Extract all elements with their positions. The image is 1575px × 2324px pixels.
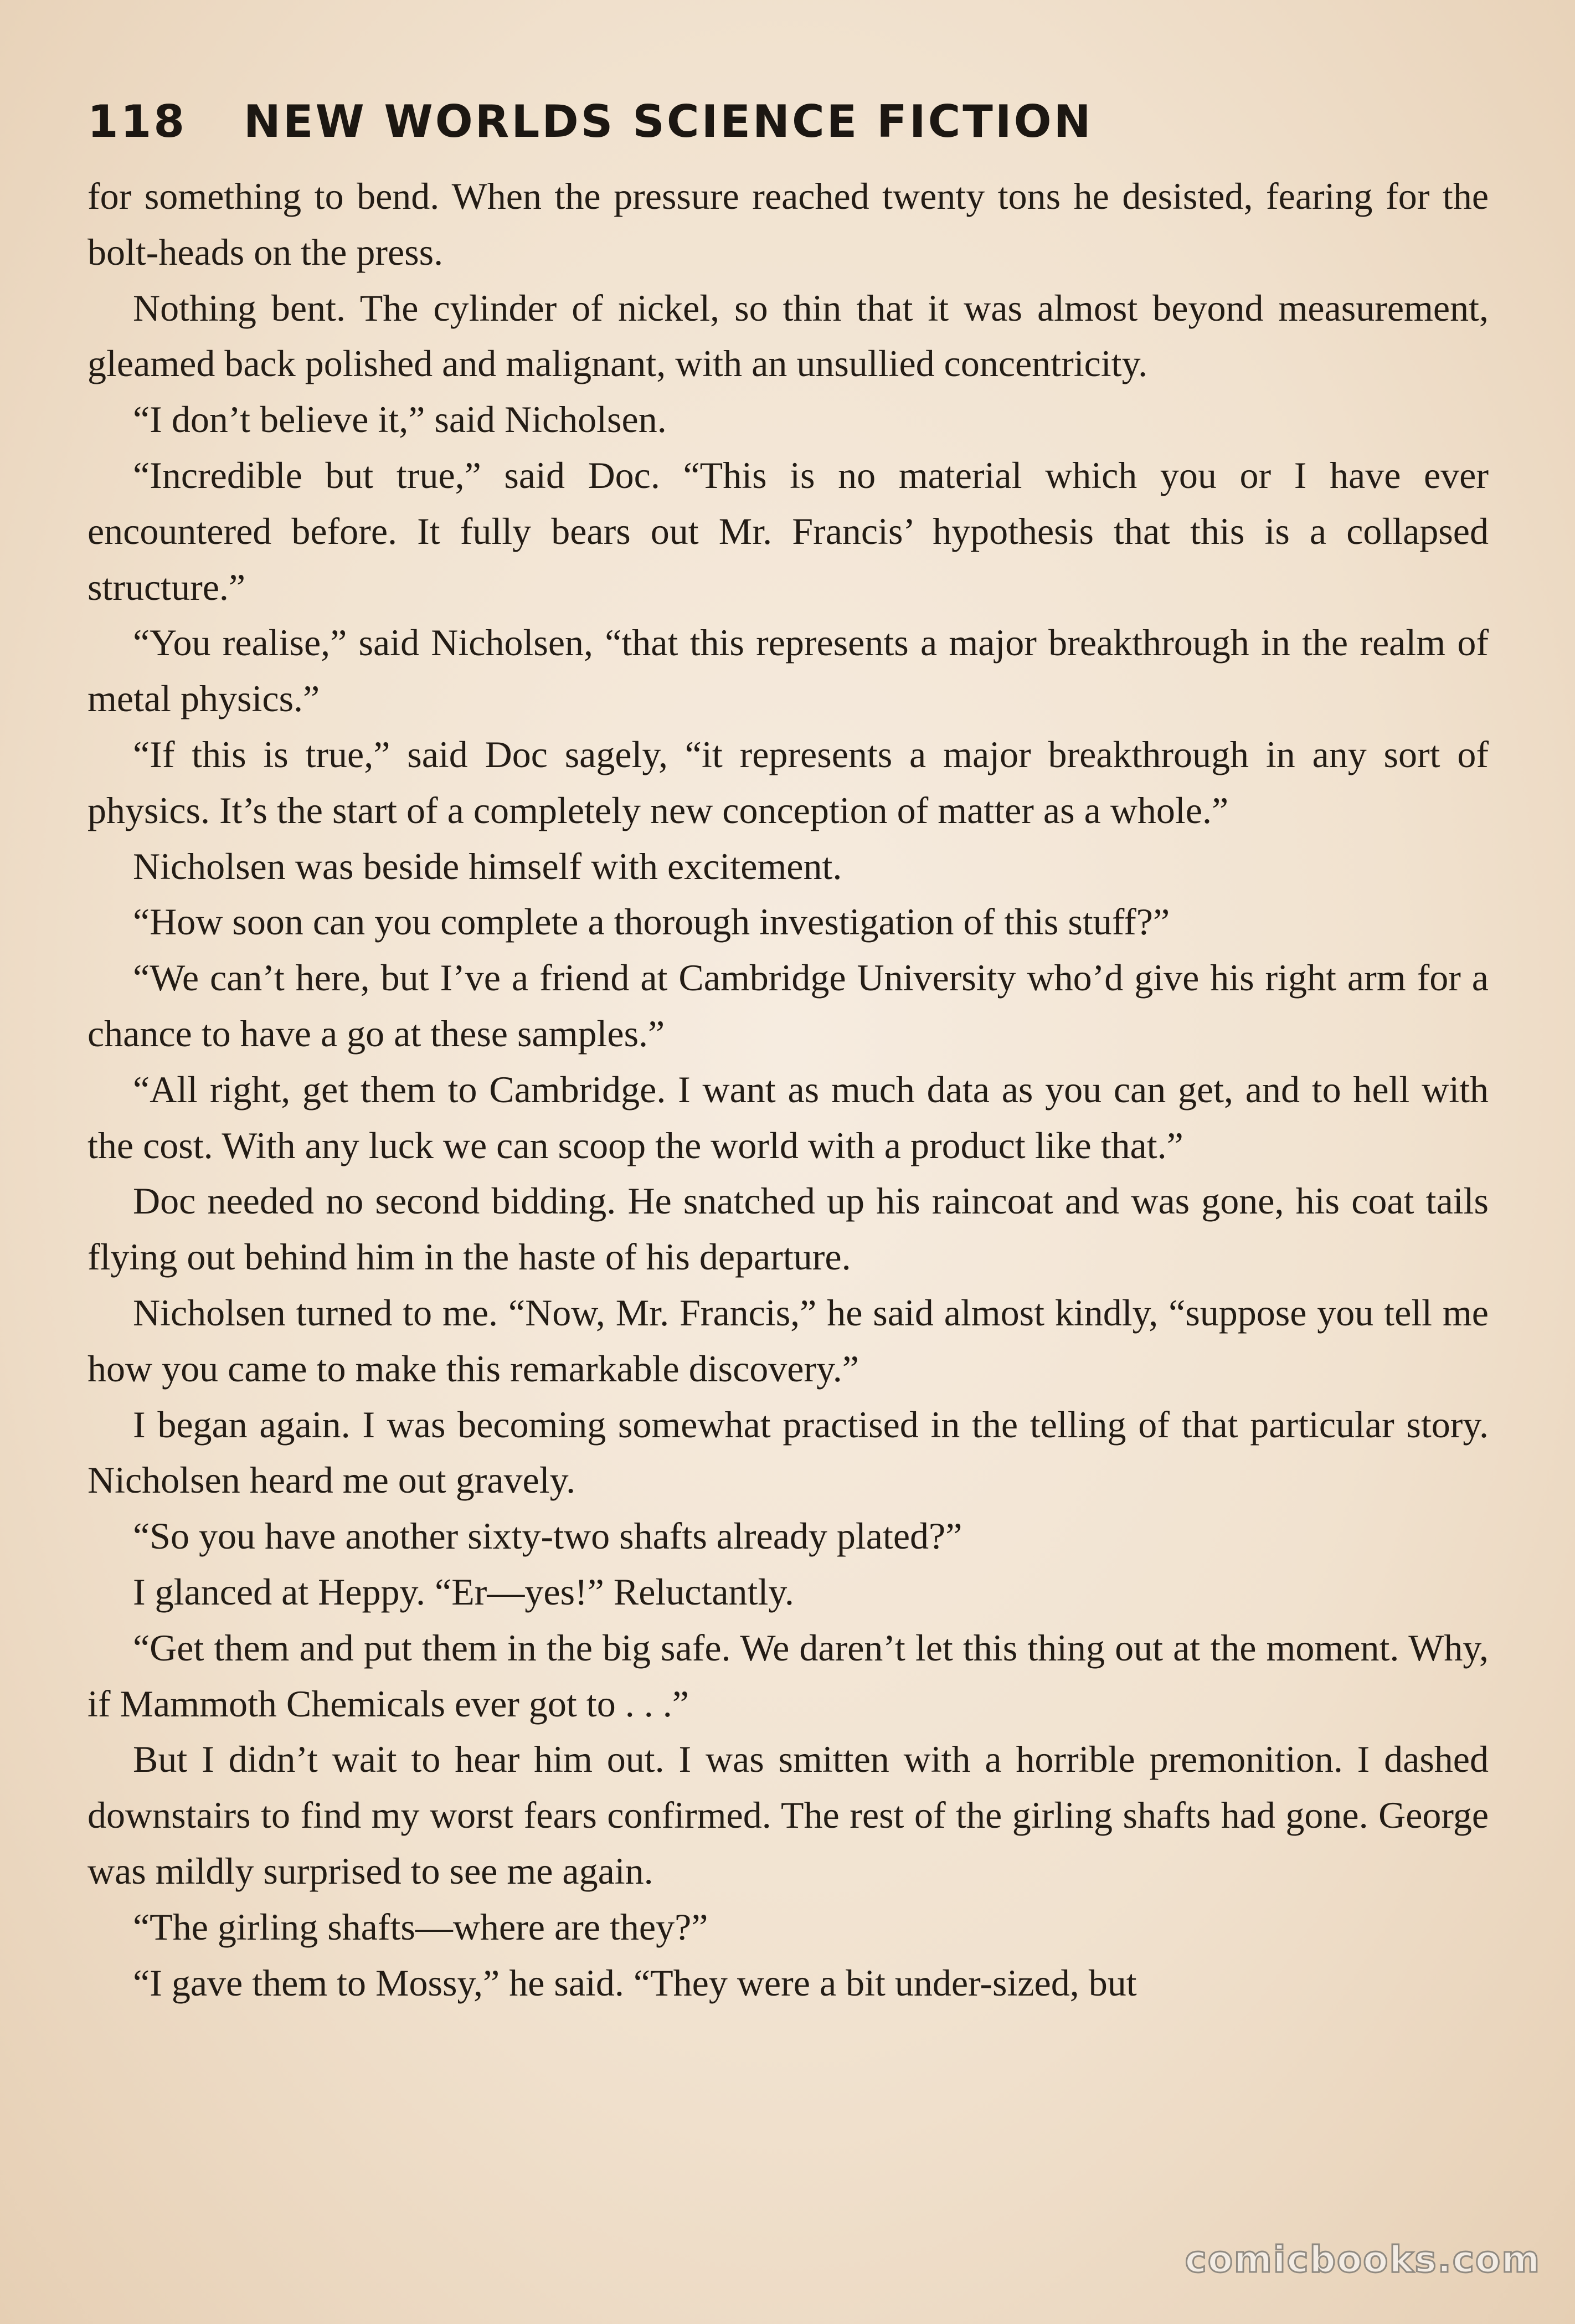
paragraph: But I didn’t wait to hear him out. I was smitten with a horrible premonition. I dashed downstairs to find my worst fears confirmed. The rest of the girling shafts had gone. George was mildly surprised to see me again. xyxy=(87,1738,1489,1892)
paragraph: “I don’t believe it,” said Nicholsen. xyxy=(133,398,667,441)
paragraph: “The girling shafts—where are they?” xyxy=(133,1905,708,1948)
paragraph: I glanced at Heppy. “Er—yes!” Reluctantly. xyxy=(133,1570,794,1613)
paragraph: “Get them and put them in the big safe. We daren’t let this thing out at the moment. Why, if Mammoth Chemicals ever got to . . .” xyxy=(87,1626,1489,1725)
page-number: 118 xyxy=(87,96,187,147)
paragraph: I began again. I was becoming somewhat practised in the telling of that particular story. Nicholsen heard me out gravely. xyxy=(87,1403,1489,1502)
magazine-title: NEW WORLDS SCIENCE FICTION xyxy=(243,96,1093,147)
paragraph: “If this is true,” said Doc sagely, “it represents a major breakthrough in any sort of physics. It’s the start of a completely new conception of matter as a whole.” xyxy=(87,733,1489,831)
paragraph: “Incredible but true,” said Doc. “This is no material which you or I have ever encountered before. It fully bears out Mr. Francis’ hypothesis that this is a collapsed structure.” xyxy=(87,454,1489,608)
paragraph: Nicholsen turned to me. “Now, Mr. Francis,” he said almost kindly, “suppose you tell me how you came to make this remarkable discovery.” xyxy=(87,1291,1489,1390)
paragraph: “How soon can you complete a thorough investigation of this stuff?” xyxy=(133,901,1170,943)
paragraph: for something to bend. When the pressure reached twenty tons he desisted, fearing for the bolt-heads on the press. xyxy=(87,175,1489,273)
paragraph: Nicholsen was beside himself with excitement. xyxy=(133,845,842,887)
paragraph: “So you have another sixty-two shafts already plated?” xyxy=(133,1515,962,1557)
paragraph: “I gave them to Mossy,” he said. “They were a bit under-sized, but xyxy=(133,1961,1137,2004)
paragraph: “You realise,” said Nicholsen, “that this represents a major breakthrough in the realm of metal physics.” xyxy=(87,621,1489,720)
paragraph: Doc needed no second bidding. He snatched up his raincoat and was gone, his coat tails flying out behind him in the haste of his departure. xyxy=(87,1180,1489,1278)
paragraph: “All right, get them to Cambridge. I want as much data as you can get, and to hell with the cost. With any luck we can scoop the world with a product like that.” xyxy=(87,1068,1489,1166)
story-text xyxy=(87,168,1489,2011)
paragraph: “We can’t here, but I’ve a friend at Cambridge University who’d give his right arm for a chance to have a go at these samples.” xyxy=(87,957,1489,1055)
running-head xyxy=(87,83,1494,161)
paragraph: Nothing bent. The cylinder of nickel, so thin that it was almost beyond measurement, gleamed back polished and malignant, with an unsullied concentricity. xyxy=(87,286,1489,385)
watermark: comicbooks.com xyxy=(1185,2238,1541,2281)
